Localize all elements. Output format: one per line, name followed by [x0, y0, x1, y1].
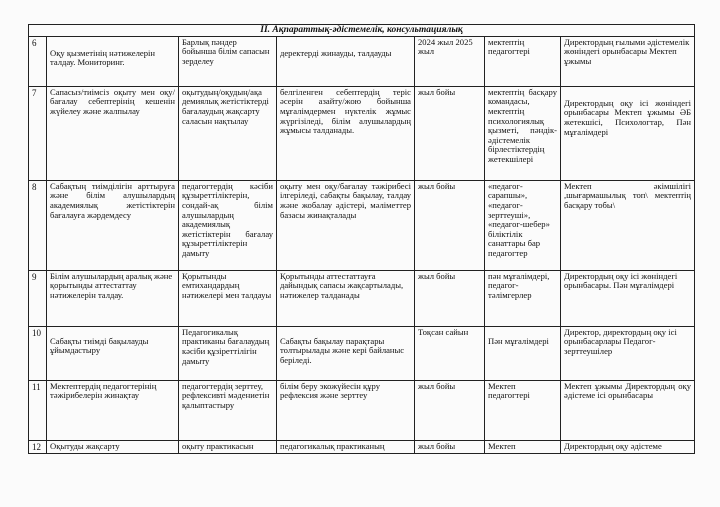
goal-cell: Қорытынды емтихандардың нәтижелері мен талдауы	[179, 270, 277, 326]
section-title: II. Ақпараттық-әдістемелік, консультациялық	[29, 25, 695, 37]
row-number: 12	[29, 440, 47, 453]
table-row	[29, 86, 695, 180]
section-header-row	[29, 25, 695, 37]
result-cell: Сабақты бақылау парақтары толтырылады және кері байланыс беріледі.	[277, 326, 415, 380]
participants-cell: «педагог-сарапшы», «педагог-зерттеуші», «педагог-шебер» біліктілік санаттары бар педагогтер	[485, 180, 561, 270]
deadline-cell: Тоқсан сайын	[415, 326, 485, 380]
table-row	[29, 270, 695, 326]
responsible-cell: Директордың оқу ісі жөніндегі орынбасары. Пән мұғалімдері	[561, 270, 695, 326]
table-row	[29, 326, 695, 380]
row-number: 11	[29, 380, 47, 440]
deadline-cell: жыл бойы	[415, 86, 485, 180]
participants-cell: мектептің педагогтері	[485, 36, 561, 86]
responsible-cell: Мектеп әкімшілігі ,шығармашылық топ\ мектептің басқару тобы\	[561, 180, 695, 270]
participants-cell: Пән мұғалімдері	[485, 326, 561, 380]
result-cell: деректерді жинауды, талдауды	[277, 36, 415, 86]
goal-cell: педагогтердің зерттеу, рефлексивті мәдениетін қалыптастыру	[179, 380, 277, 440]
result-cell: оқыту мен оқу/бағалау тәжірибесі ілгеріледі, сабақты бақылау, талдау және жобалау әдістері, мәліметтер базасы жинақталады	[277, 180, 415, 270]
activity-cell: Оқытуды жақсарту	[47, 440, 179, 453]
participants-cell: мектептің басқару командасы, мектептің психологиялық қызметі, пәндік-әдістемелік бірлестіктердің жетекшілері	[485, 86, 561, 180]
goal-cell: оқыту практикасын	[179, 440, 277, 453]
row-number: 9	[29, 270, 47, 326]
participants-cell: пән мұғалімдері, педагог-тәлімгерлер	[485, 270, 561, 326]
result-cell: педагогикалық практиканың	[277, 440, 415, 453]
row-number: 10	[29, 326, 47, 380]
deadline-cell: жыл бойы	[415, 180, 485, 270]
row-number: 7	[29, 86, 47, 180]
result-cell: Қорытынды аттестаттауға дайындық сапасы жақсартылады, нәтижелер талданады	[277, 270, 415, 326]
result-cell: білім беру экожүйесін құру рефлексия және зерттеу	[277, 380, 415, 440]
deadline-cell: жыл бойы	[415, 380, 485, 440]
goal-cell: Барлық пәндер бойынша білім сапасын зерделеу	[179, 36, 277, 86]
activity-cell: Сабақтың тиімділігін арттыруға және білім алушылардың академиялық жетістіктерін бағалауға жәрдемдесу	[47, 180, 179, 270]
activity-cell: Оқу қызметінің нәтижелерін талдау. Мониторинг.	[47, 36, 179, 86]
table-row	[29, 380, 695, 440]
deadline-cell: жыл бойы	[415, 270, 485, 326]
plan-table	[28, 24, 695, 454]
responsible-cell: Директордың ғылыми әдістемелік жөніндегі орынбасары Мектеп ұжымы	[561, 36, 695, 86]
goal-cell: педагогтердің кәсіби құзыреттіліктерін, сондай-ақ білім алушылардың академиялық жетістіктерін бағалау құзыреттіліктерін дамыту	[179, 180, 277, 270]
result-cell: белгіленген себептердің теріс әсерін азайту/жою бойынша мұғалімдермен нүктелік жұмыс жүргізіледі, білім алушылардың жұмысы талданады.	[277, 86, 415, 180]
responsible-cell: Директор, директордың оқу ісі орынбасарлары Педагог-зерттеушілер	[561, 326, 695, 380]
activity-cell: Сапасыз/тиімсіз оқыту мен оқу/бағалау себептерінің кешенін жүйелеу және жалпылау	[47, 86, 179, 180]
goal-cell: Педагогикалық практиканы бағалаудың кәсіби құзіреттілігін дамыту	[179, 326, 277, 380]
table-row	[29, 180, 695, 270]
row-number: 6	[29, 36, 47, 86]
responsible-cell: Директордың оқу әдістеме	[561, 440, 695, 453]
activity-cell: Білім алушылардың аралық және қорытынды аттестаттау нәтижелерін талдау.	[47, 270, 179, 326]
deadline-cell: 2024 жыл 2025 жыл	[415, 36, 485, 86]
deadline-cell: жыл бойы	[415, 440, 485, 453]
participants-cell: Мектеп	[485, 440, 561, 453]
row-number: 8	[29, 180, 47, 270]
goal-cell: оқытудың/оқудың/ақа демиялық жетістіктерді бағалаудың жақсарту саласын нақтылау	[179, 86, 277, 180]
table-row	[29, 36, 695, 86]
activity-cell: Сабақты тиімді бақылауды ұйымдастыру	[47, 326, 179, 380]
participants-cell: Мектеп педагогтері	[485, 380, 561, 440]
table-row	[29, 440, 695, 453]
activity-cell: Мектептердің педагогтерінің тәжірибелерін жинақтау	[47, 380, 179, 440]
responsible-cell: Мектеп ұжымы Директордың оқу әдістеме ісі орынбасары	[561, 380, 695, 440]
responsible-cell: Директордың оқу ісі жөніндегі орынбасары Мектеп ұжымы ӘБ жетекшісі, Психологтар, Пән мұғалімдері	[561, 86, 695, 180]
